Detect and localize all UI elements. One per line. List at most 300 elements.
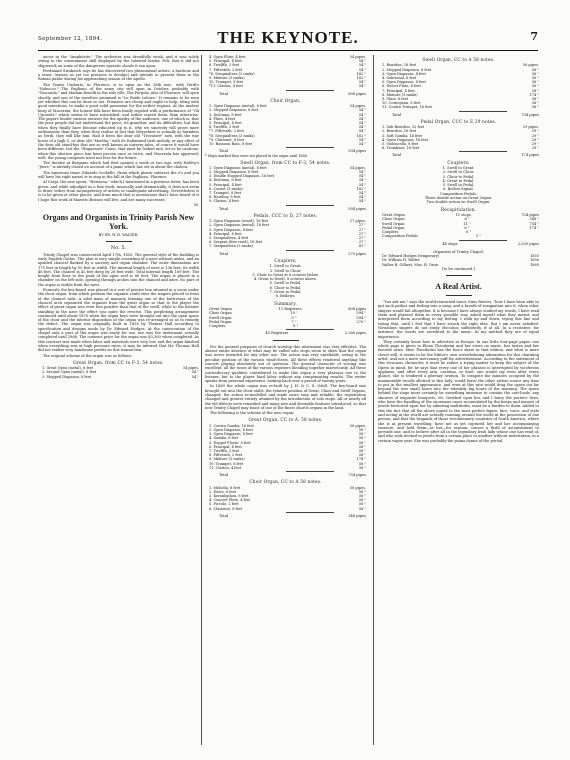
summary-list [205,307,366,328]
stop-value: 58 " [358,449,366,453]
stop-value: 29 " [531,133,539,138]
stop-list [205,219,366,248]
stop-list [205,166,366,204]
stop-value: 58 " [358,494,366,499]
stop-name: *7. Fifteenth, 2 feet [209,129,244,134]
stop-value: 54 " [358,80,366,85]
summary-cell: 5 " [475,234,481,239]
stop-value: 58 " [531,75,539,80]
total-row [205,252,366,256]
stop-name: 10. Cornopean, 8 feet [382,101,421,106]
section-heading: Couplers. [274,257,297,263]
summary-cell: 348 " [529,217,539,222]
coupler-item: 2. Swell to Choir. [269,268,302,273]
stop-name: 3. Open Diapason, 8 feet [209,227,253,232]
stop-value: 29 " [531,146,539,151]
stop-name: 2. Open Diapason (metal), 16 feet [209,223,269,228]
coupler-item: 3. Choir to Great at 8 octaves below. [252,272,319,277]
stop-name: 2. Second Open (metal), 8 feet [42,370,97,375]
stop-value: 162 " [356,186,366,191]
coupler-item: Composition Pedals. [440,191,477,196]
summary-cell: Great Organ [382,212,405,217]
summary-cell: Swell Organ [209,315,232,320]
stop-name: Dr. William H. Walter [382,258,420,263]
total-label: Total [219,91,229,96]
coupler-item: 5. Swell to Pedal. [442,183,475,188]
stop-name: 11. Clarion, 4 feet [209,465,242,470]
stop-value: 27 " [358,227,366,232]
stop-value: 174 " [356,457,366,462]
stop-value: 54 " [191,374,199,379]
page-number: 7 [530,30,538,43]
stop-name: 6. Twelfth, 3 feet [209,63,240,68]
total-rule [459,151,507,152]
stop-name: 9. Mixture (3 ranks) [209,76,245,81]
stop-value: 58 " [358,444,366,449]
summary-cell: Choir Organ [382,217,405,222]
stop-value: 54 " [358,174,366,179]
page-header [38,26,538,48]
stop-name: 1. Bourdon, 16 feet [382,63,417,68]
stop-name: 3. Open Diapason, 8 feet [209,432,253,437]
stop-value: 58 " [531,101,539,106]
summary-cell: 594 " [356,311,366,316]
masthead-title: THE KEYNOTE. [217,28,359,47]
total-label: Total [219,513,229,518]
stop-row [205,244,366,248]
stop-value: 27 " [358,240,366,245]
coupler-item: 2. Swell to Choir. [442,170,475,175]
total-value: 594 pipes [348,149,366,154]
stop-name: 9. Oboe, 8 feet [382,96,409,101]
to-be-continued: [to be continued.] [442,266,475,271]
summary-cell: 6 " [464,225,470,230]
stop-value: 29 " [531,137,539,142]
stop-value: 29 " [531,141,539,146]
summary-cell: 754 " [529,221,539,226]
stop-name: 4. Gamba, 8 feet [209,436,239,441]
total-value: 2,266 pipes [344,331,366,336]
total-value: 594 pipes [348,206,366,211]
column-1 [38,55,199,379]
summary-cell: 6 " [464,217,470,222]
stop-value: 27 " [358,236,366,241]
stop-value: 54 " [358,137,366,142]
stop-value: 54 " [358,125,366,130]
total-label: Total [219,206,229,211]
total-rule [286,90,334,91]
stop-name: 2. Stopped Diapason, 8 feet [209,170,259,175]
stop-row [378,146,539,150]
column-divider [373,55,374,745]
stop-name: 5. Violoncello, 8 feet [382,141,419,146]
stop-value: 58 pipes. [349,485,366,490]
stop-value: 54 " [358,178,366,183]
summary-cell: Great Organ [209,306,232,311]
total-row [205,92,366,96]
stop-name: 5. Principal, 4 feet [209,59,242,64]
summary-cell: 11 stops [455,212,471,217]
stop-value: 58 " [358,453,366,458]
divider [273,340,299,341]
stop-name: 8. Fifteenth, 2 feet [209,453,243,458]
summary-cell: 10 " [290,311,298,316]
coupler-item: Two double action on Swell Organ. [426,200,491,205]
stop-name: 8. Mixture (3 ranks) [382,92,418,97]
stop-name: 6. Twelfth, 3 feet [209,125,240,130]
stop-value: 54 " [358,195,366,200]
stop-value: 58 " [358,506,366,511]
total-value: 174 pipes [521,153,539,158]
paragraph: In 1889 the whole organ was re-built by J. H. & C. S. Odell. The key-board was brought out into the choir-stalls, the relative position of Great, Choir and Swell Organs, changed, the action re-modelled and made more easy and reliable, the registration changed and greater variety attained by the introduction of solo stops. All or nearly all the old defects were remedied and many new and desirable features introduced, so that now Trinity Chapel may boast of one of the finest church organs in the land. [205,384,367,410]
summary-cell: Swell Organ [382,221,405,226]
section-heading: Pedals, CCC to D, 27 notes. [253,212,318,218]
stop-value: 58 " [358,489,366,494]
paragraph: Ferdinand Strakosch says he has discovered two phenomenal artists, a baritone and a tenor, (names as yet too precious to divulge) and intends to present them to the Roman public during his approaching season at the Apollo. [38,68,199,82]
total-rule [459,111,507,112]
stop-name: Walter B. Gilbert, Mus. B. Oxon [382,262,439,267]
stop-name: 9. Clarion, 4 feet [209,199,239,204]
divider [446,295,472,296]
total-value: 348 pipes [348,513,366,518]
stop-value: 54 " [358,142,366,147]
stop-value: 58 " [531,96,539,101]
stop-value: 58 " [358,432,366,437]
stop-value: 174 " [529,92,539,97]
stop-value: 54 " [358,112,366,117]
total-label: Total [219,149,229,154]
section-heading: Summary. [274,300,297,306]
stop-name: 7. Twelfth, 3 feet [209,449,240,453]
coupler-item: 6. Choir to Pedal. [269,285,302,290]
stop-name: 1. Contra Gamba, 16 feet [209,423,254,428]
stop-list [205,55,366,89]
summary-cell: 594 " [356,315,366,320]
section-heading: Couplers. [447,159,470,165]
coupler-item: 5. Swell to Pedal. [269,281,302,286]
stop-name: 5. Piccolo, 2 feet [209,502,239,507]
stop-row [205,199,366,203]
stop-value: 54 " [358,129,366,134]
summary-cell: 8 " [293,324,299,329]
coupler-item: 7. Great to Pedal. [269,290,302,295]
summary-cell: 11 " [463,221,471,226]
total-label: Total [392,112,402,117]
paragraph: Formerly the key-board was placed in a sort of private box situated in a room under the choir organ, from which position the organist could view the singers placed in front of the chancel rails. A solid mass of masonry forming one of the buttresses of the chancel arch separated the organist from the great organ so that to the player the effect of great organ was even less positive than that of the swell, while to the listener standing in the nave the effect was quite the reverse. This perplexing arrangement continued until about 1870 when the organ keys were brought out into the open space of the choir and the interior disposition of the organ was re-arranged so as to remedy the defect. The organ was originally built in 1855 by Thomas Hall according to specification and designs made by Dr. Edward Hodges. At the consecration of the chapel only a part of the organ was ready for use, nor was the instrument actually completed until 1868. The contract price for the organ was $3,300 when completed. As this contract was made when labor and materials were very low, and the organ finished when everything was at high pressure rates, it may be inferred that Mr. Thomas Hall did not realize very handsome profits on this transaction. [38,288,199,353]
section-heading: Great Organ, CC to A, 58 notes. [248,417,323,423]
total-rule [286,471,334,472]
stop-value: 1856 [530,258,539,263]
paragraph: The Teatro Umberto, in Florence, is to open on the 28th inst., with Verdi's "Nabucco." The Pagliano of the same city will open in October, probably with "Gioconda," and Madam Bonelli in the title rôle. The Pergola, also of Florence, will open shortly, and one of the novelties promised is "Le Roide Lahore." It remains to be seen yet whether this can be done or not. Promises are cheap and ought to help, along with good intentions, to make a good solid pavement for the nether regions. At the modest burg of Macerata, the honest folk have been busily regaled with a performance of "Gli Ugonotti," which seems to have astonished, and rather scared them, than otherwise. The papers tender various excuses for the apathy of the audience, one of which is, that the poor people did not understand the piece, its grandeur, and its difficulties, but that when they finally have become educated up to it, why we sincerely will prove more enthusiastic than they, when they realize at last that Meyerbeer is actually as harmless as Verdi, they will like him. Had it been the dear old "Trovatore" now, with the war horse of a high C, or dear old "Martha," with its Italianized Irish melody, or any other of the dear old stand-bys that are so well known as nursery tales, of course it would have been different, but the "Huguenots" Come, that must be looked into, let us be cautious; when this obscure piece has been proven once or twice, and Macerata has approved, well, the young composer need not fear for the future. [38,82,199,160]
total-value: 2,030 pipes [517,241,539,246]
stop-name: 5. Open Diapason, 8 feet [382,80,426,85]
stop-name: 1. Melodia, 8 feet [209,485,241,490]
stop-value: 54 " [358,67,366,72]
stop-name: 6. Clarionet, 8 feet [209,506,243,511]
stop-name: 2. Open Diapason, 8 feet [209,427,253,432]
stop-row [38,375,199,379]
section-heading: Choir Organ, CC to A 58 notes. [249,479,322,485]
section-heading: Recapitulation. [440,206,477,212]
coupler-item: 8. Bellows. [275,294,296,299]
section-heading: Choir Organ. [270,97,301,103]
stop-name: 11. Contra Trumpet, 16 feet [382,105,432,110]
stop-name: 2. Bourdon, 16 feet [382,129,417,134]
stop-value: 54 " [358,199,366,204]
stop-name: 3. Stopped Diapason, 8 feet [42,374,92,379]
issue-date: September 12, 1894. [38,36,103,42]
stop-name: *8. Sesquialtera (3 ranks) [209,71,255,76]
stop-name: 3. Dulciana, 8 feet [209,112,242,117]
stop-name: *8. Sesquialtera (3 ranks) [209,133,255,138]
organists-heading: Organists of Trinity Chapel. [433,249,484,254]
stop-name: *11. Clarion, 4 feet [209,84,243,89]
stop-name: 6. Dulcet Flute, 4 feet [382,84,421,89]
stop-value: 58 pipes. [522,63,539,68]
paragraph: Trinity Chapel was consecrated April 17th, 1855. The general style of the building is early English Gothic. The plan is very simple consisting of a nave without aisles, and an apsided chancel flanked by a sacristy and organ chamber. The outer dimensions are 175 feet in length by 50 feet in width. The internal length of nave is 136 feet; its width 48 feet. The chancel is 42 feet deep by 28 feet wide. Total internal length 169 feet. The height from floor to the peak of the open roof is 80 feet. The organ is placed in a chamber on the left side, opening through arches into the chancel and nave. No part of the organ is visible from the nave. [38,252,199,287]
stop-value: 58 " [358,436,366,441]
stop-value: 54 " [358,108,366,113]
stop-list [38,366,199,379]
summary-cell: Couplers [209,324,226,329]
summary-cell: 9 " [291,315,297,320]
stop-name: 4. Open Flute, 4 feet [209,55,246,59]
coupler-item: 1. Swell to Great. [442,165,475,170]
stop-row [378,105,539,109]
stop-value: 162 " [356,76,366,81]
stop-name: 2. Stopped Diapason, 8 feet [209,108,259,113]
stop-name: 3. Double Stopped Diapason, 16 feet [209,174,275,179]
paragraph: "You ask me," says the world-renowned tenor, Sims Reeves, "how I have been able to put such pathos and feeling into a song, and a breath of resignation into it, when other singers would fail altogether. It is because I have always studied my words, I have read them and phrased them in every possible way, asked myself what they meant, and interpreted them according to my feeling. I walk up and down, trying this line and trying that, until I feel that I have struck the right idea. But I am never satisfied. Nowadays singers do not study elocution sufficiently, if at all. In a recitative, for instance, the words are sacrificed to the music. In my method they are of equal importance. [378,300,539,339]
stop-name: 4. Salicional, 8 feet [382,75,417,80]
stop-name: 9. Mixture (3 ranks) [209,457,245,462]
total-row [205,473,366,477]
footnote: * Stops marked thus were not placed in the organ until 1868. [205,153,308,158]
paragraph: The American tenor, Eduardo Scobelle, (from which please subtract the e's and you will have his right name) is to sing in the fall at the Pagliano, Florence. [38,170,199,180]
stop-name: 5. Principal, 4 feet [209,182,242,187]
stop-name: 2. Stopped Diapason, 8 feet [382,67,432,72]
stop-value: 54 " [358,59,366,64]
total-row [378,113,539,117]
stop-name: 4. Flute, 4 feet [209,116,236,121]
total-value: 808 pipes [348,91,366,96]
stop-value: 58 " [358,465,366,470]
stop-value: 58 " [531,88,539,93]
coupler-item: 4. Great to Pedal. [442,178,475,183]
stop-value: 1869 [530,262,539,267]
stop-value: 81 " [358,244,366,249]
stop-value: 29 " [531,129,539,134]
stop-value: 29 pipes. [522,125,539,130]
summary-cell: Composition Pedals [382,234,418,239]
total-rule [286,250,334,251]
stop-list [378,125,539,150]
stop-value: 58 " [358,502,366,507]
stop-name: 10. Bassoon Bass, 8 feet [209,142,253,147]
total-label: Total [219,473,229,478]
stop-value: 162 " [356,133,366,138]
total-rule [286,205,334,206]
total-row [378,153,539,157]
stop-name: 4. Principal, 8 feet [209,231,242,236]
coupler-item: Three double action on Great Organ. [424,196,493,201]
stop-name: 6. Principal, 4 feet [209,444,242,449]
summary-cell: 11 Registers [278,306,302,311]
byline: BY DR. W. H. WALTER. [98,233,139,238]
summary-row [378,234,539,238]
total-row [378,242,539,246]
stop-name: 10. Trumpet, 8 feet [209,461,244,466]
stop-name: 1. Great Open (metal), 8 feet [42,366,94,371]
stop-name: 1. Open Diapason (metal), 8 feet [209,104,267,109]
header-rule [38,50,538,51]
stop-value: 54 " [358,116,366,121]
stop-value: 58 " [531,80,539,85]
stop-name: 10. Trumpet, 8 feet [209,80,244,85]
total-rule [286,329,334,330]
coupler-item: 4. Great to Swell, 8 octaves above. [253,277,318,282]
stop-value: 58 " [358,461,366,466]
stop-value: 1855 [530,254,539,259]
article-paragraphs [38,55,199,202]
summary-cell: Couplers [382,230,399,235]
column-divider [201,55,202,745]
stop-value: 54 pipes. [349,165,366,170]
stop-value: 58 " [358,498,366,503]
total-stops: 44 stops [442,241,458,246]
stop-value: 54 pipes. [349,55,366,59]
article-headline: A Real Artist. [435,282,482,292]
stop-list [378,63,539,109]
stop-name: 6. Trombone, 16 feet [382,146,420,151]
total-value: 754 pipes [521,112,539,117]
summary-cell: 808 pipes [348,306,366,311]
stop-name: Dr. Edward Hodges (temporary) [382,254,440,259]
stop-name: 2. Dulce, 8 feet [209,489,237,494]
stop-value: 54 " [358,63,366,68]
total-row [205,207,366,211]
stop-name: 3. Open Diapason, 8 feet [382,71,426,76]
total-label: Total [392,153,402,158]
total-row [205,331,366,335]
divider [106,241,132,242]
stop-value: 58 " [358,427,366,432]
stop-name: 1. Open Diapason (wood), 16 feet [209,219,269,224]
coupler-list [205,264,366,298]
summary-cell: 754 pipes [521,212,539,217]
total-rule [459,240,507,241]
total-rule [286,512,334,513]
section-heading: Swell Organ, from CC to F-3, 54 notes. [240,159,331,165]
stop-value: 58 " [531,67,539,72]
stop-name: *9. Clarionet, 8 feet [209,137,245,142]
section-heading: Swell Organ, CC to A 58 notes. [422,57,495,62]
stop-value: 58 " [531,105,539,110]
stop-value: 54 " [358,121,366,126]
stop-name: 7. Fifteenth, 2 feet [209,67,243,72]
stop-row [205,142,366,146]
stop-value: 58 " [531,71,539,76]
section-heading: Pedal Organ, CCC to E 29 notes. [420,118,497,124]
summary-cell: Pedal Organ [209,319,232,324]
paragraph: The theatre at Bergamo which had first opened a week or two ago, with Halévy's "Juive," is already closed on account of a panic which has set in about the cholera. [38,161,199,170]
stop-name: 8. Hautboy, 8 feet [209,195,241,200]
summary-cell: Choir Organ [209,311,232,316]
summary-row [205,324,366,328]
stop-name: 4. Open Diapason, 16 feet [382,137,429,142]
paragraph: The original scheme of the organ was as follows: [43,353,133,358]
stop-value: 54 pipes. [182,366,199,371]
stop-name: 1. Sub Bourdon, 32 feet [382,125,425,130]
paragraph: They certainly know how to advertise in Europe. In one little four-page paper, one whole page is given to Elena Theodorini and her views on music, her tastes and her favorite arias. Miss Theodorini has the lion's share in that edition, and what is more clever still, it seems to be the Editor's own overwhelming admiration for this charming artist, and not a mere mercenary puff for advertisement. According to the statement of this vivacious chronicler, it must be rather a trying matter to keep the subject of the Opera in mind, for he says that every one of her phrases is interrupted by vociferous applause, and after every aria, cavatina, or duet, one would say even after every glance, she is tendered a phrenzy ovation. To compute the minutes occupied by the innumerable recalls allotted to this lady, would leave the other artists scarce any time to put in the smallest appearance, and even at this rate would drag the opera out far beyond the wee small hours into the tolerably big hours of the morning. The space behind the stage must certainly be something immense to contain the cart-loads, any showers of exquisite bouquets, etc, lavished upon her, and I fancy the porters' lives, who have the handling of the enormous cases accumulated by the heaps and masses of jewels bestowed upon her by admiring multitudes, must be a burden to them. Added to this the fact that all the above joined to the most perfect figure, face, voice, and style and acting in the world are actually roaming around the world in the possession of one person, and that the brigands of those revolutionary countries of South America, where she is at present travelling, have not as yet captured her and her accompanying treasure, and held them—or her—for ransom, causes a thrill of astonishment to pervade one, and to believe after all in the legendary Irish lady whose one has read of, and who rode decked in jewels from a certain place to another without molestation, in a certain vague year. She was probably the prima donna of the period. [378,339,539,443]
stop-name: 5. Principal, 4 feet [209,121,242,126]
stop-name: 1. Open Diapason (metal), 8 feet [209,165,267,170]
stop-row [205,507,366,511]
stop-value: 54 " [358,182,366,187]
stop-value: 54 " [358,84,366,89]
stop-value: 58 pipes. [349,423,366,428]
stop-list [205,424,366,470]
total-value: 754 pipes [348,473,366,478]
coupler-item: 3. Choir to Pedal. [442,174,475,179]
total-value: 270 pipes [348,251,366,256]
stop-name: 4. Concert Flute, 4 feet [209,498,251,503]
stop-name: 4. Dulciana, 8 feet [209,178,242,183]
stop-name: 5. Sesquialtera, 4 feet [209,236,249,241]
total-row [205,514,366,518]
stop-value: 27 pipes. [349,219,366,224]
stop-value: 58 " [358,440,366,445]
paragraph: The following is the scheme of the new organ: [210,411,295,416]
paragraph: ances in the "Amphitrite." The orchestra was dreadfully weak, and it was solely owing to the consummate skill displayed by the talented leader, Poli, that it did not shipwreck on some of the dangerous operatic shoals it ran upon. [38,55,199,68]
column-3 [378,55,539,444]
signature: M. [194,202,199,207]
stop-list [205,104,366,146]
stop-value: 54 " [191,370,199,375]
stop-value: 54 " [358,191,366,196]
stop-value: 54 pipes. [349,104,366,109]
paragraph: Al Carpi, the new opera, "Hermosa," which I mentioned in a previous letter, has been given, and while adjudged as a fine work, musically and dramatically, it does not seem to draw, either from incompetency of artists or inadequate advertising. Nevertheless it is to be given at other places, and from much that is meritorious that I have heard of it I hope this work of Maestro Bruneo will live, and see many successes. [38,180,199,202]
divider [446,275,472,276]
summary-cell: Pedal Organ [382,225,405,230]
stop-value: 27 " [358,223,366,228]
stop-name: 6. Cornet (3 ranks) [209,186,243,191]
coupler-item: 6. Bellow Signal. [443,187,474,192]
stop-name: 3. Keraulophon, 8 feet [209,494,249,499]
total-registers: 45 Registers [265,331,289,336]
stop-value: 162 " [356,71,366,76]
stop-name: 7. Principal, 4 feet [382,88,415,93]
summary-cell: 174 " [529,225,539,230]
summary-cell: 6 " [466,230,472,235]
organist-list [378,254,539,267]
stop-name: 7. Trumpet, 8 feet [209,191,242,196]
summary-cell: 7 " [291,319,297,324]
recap-list [378,213,539,239]
stop-list [205,486,366,511]
coupler-list [378,166,539,205]
article-number: No. 5. [110,245,127,252]
stop-value: 27 " [358,231,366,236]
total-rule [286,147,334,148]
stop-name: 7. Sesquialtera (3 ranks) [209,244,253,249]
column-2 [205,55,366,518]
stop-name: 3. Soft Gamba, 16 feet [382,133,422,138]
stop-row [205,84,366,88]
summary-cell: 270 " [356,319,366,324]
stop-row [205,466,366,470]
total-label: Total [219,251,229,256]
